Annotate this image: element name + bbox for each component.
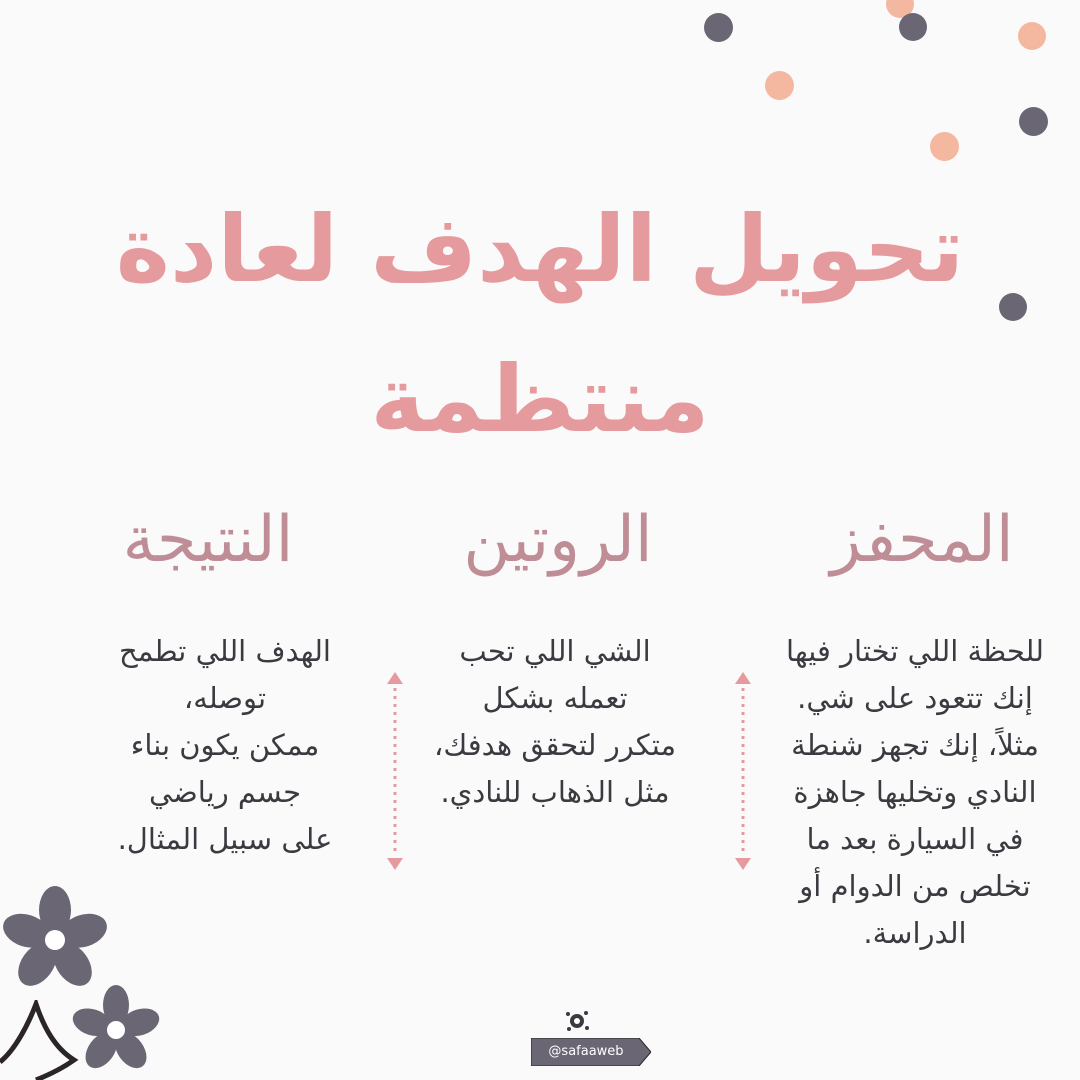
column-heading-trigger: المحفز bbox=[830, 503, 1014, 577]
column-text-trigger: للحظة اللي تختار فيها إنك تتعود على شي. مثلاً، إنك تجهز شنطة النادي وتخليها جاهزة في السيارة بعد ما تخلص من الدوام أو الدراسة. bbox=[785, 634, 1044, 950]
flower-icon bbox=[0, 878, 110, 998]
decor-dot bbox=[899, 13, 927, 41]
decor-dot bbox=[1018, 22, 1046, 50]
social-handle: @safaaweb bbox=[548, 1044, 624, 1059]
leaf-outline-icon bbox=[0, 1000, 80, 1080]
column-heading-result: النتيجة bbox=[122, 503, 294, 577]
social-handle-badge bbox=[531, 1038, 651, 1066]
page-title: تحويل الهدف لعادة منتظمة bbox=[115, 196, 965, 453]
column-text-routine: الشي اللي تحب تعمله بشكل متكرر لتحقق هدفك، مثل الذهاب للنادي. bbox=[433, 634, 677, 809]
decor-dot bbox=[704, 13, 733, 42]
double-arrow-icon bbox=[385, 668, 405, 874]
column-heading-routine: الروتين bbox=[463, 503, 653, 577]
decor-dot bbox=[765, 71, 794, 100]
flower-icon bbox=[68, 982, 166, 1080]
decor-dot bbox=[930, 132, 959, 161]
double-arrow-icon bbox=[733, 668, 753, 874]
column-text-result: الهدف اللي تطمح توصله، ممكن يكون بناء جسم رياضي على سبيل المثال. bbox=[117, 634, 333, 856]
logo-mark-icon bbox=[564, 1008, 590, 1034]
decor-dot bbox=[1019, 107, 1048, 136]
